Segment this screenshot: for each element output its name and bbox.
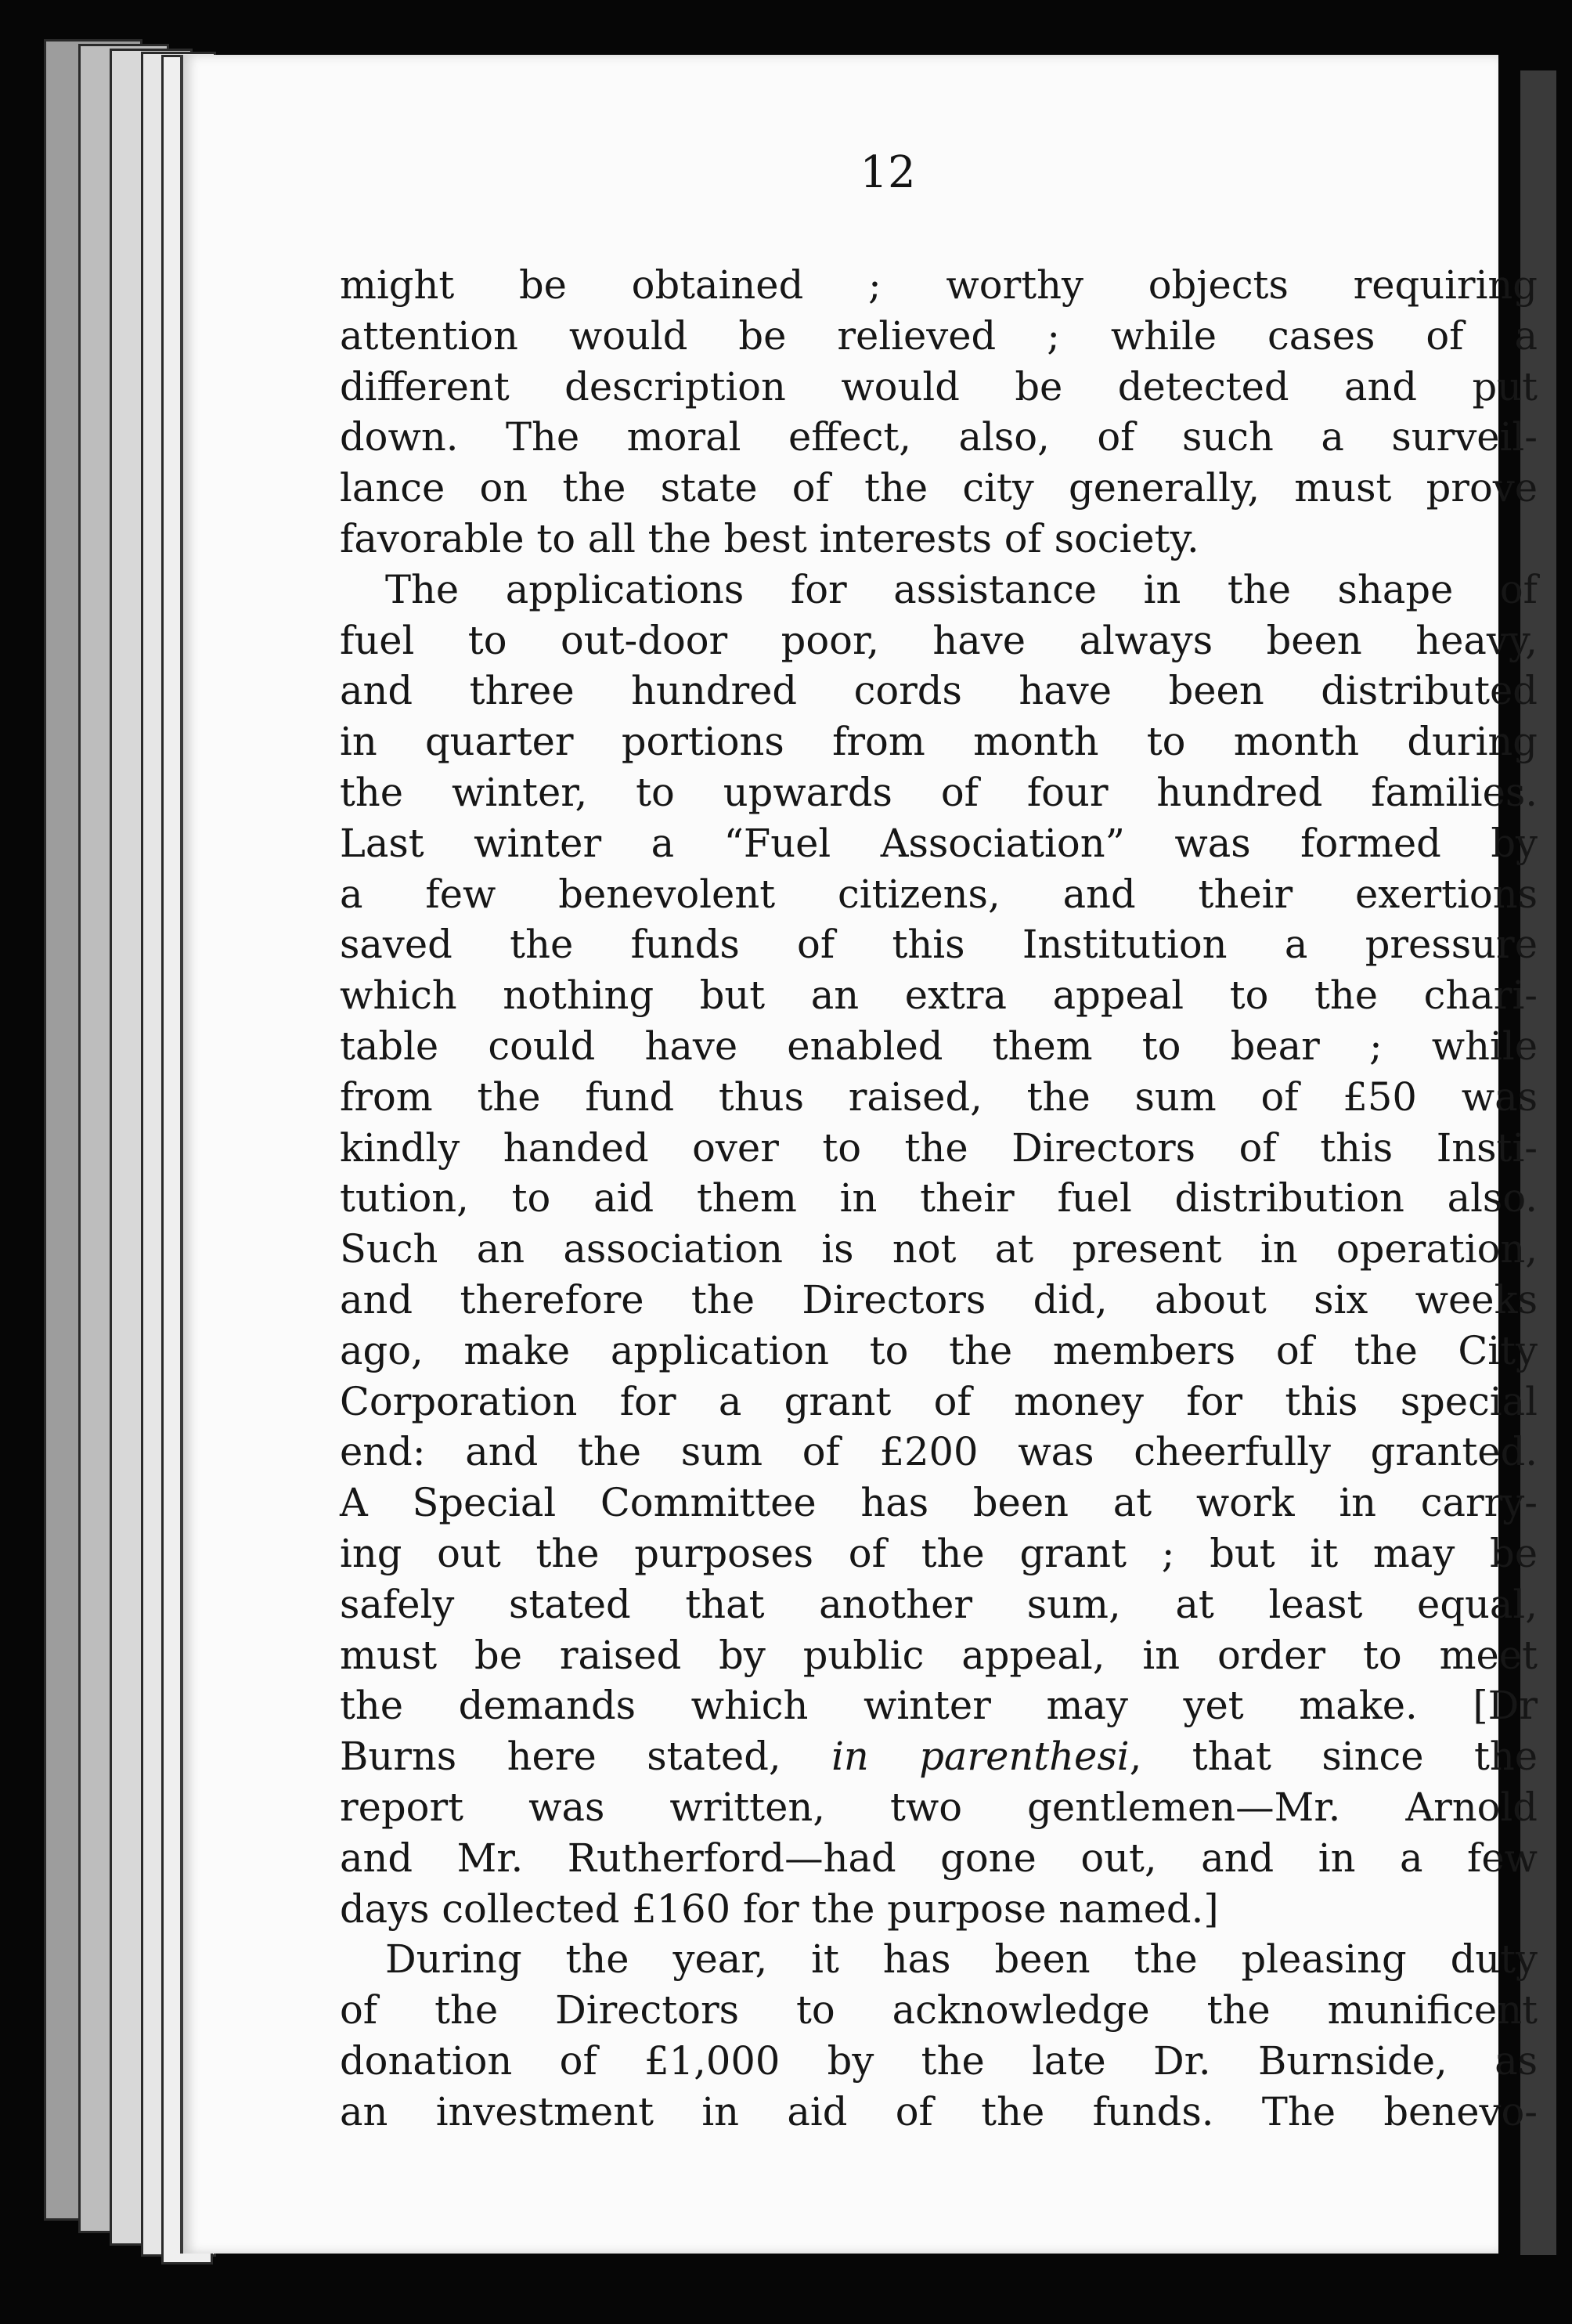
book-page [180, 55, 1538, 2254]
text-line: in quarter portions from month to month during [340, 719, 1538, 765]
italic-phrase: in parenthesi [831, 1734, 1130, 1780]
text-line: report was written, two gentlemen—Mr. Arnold [340, 1784, 1538, 1830]
text-line: A Special Committee has been at work in carry- [340, 1480, 1538, 1526]
text-line: donation of £1,000 by the late Dr. Burnside, as [340, 2037, 1538, 2084]
text-line: the demands which winter may yet make. [Dr [340, 1683, 1538, 1729]
text-line: different description would be detected and put [340, 363, 1538, 410]
text-line: and Mr. Rutherford—had gone out, and in a few [340, 1835, 1538, 1881]
text-line: Burns here stated, in parenthesi, that since the [340, 1734, 1538, 1780]
text-line: days collected £160 for the purpose named.] [340, 1886, 1219, 1932]
text-line: fuel to out-door poor, have always been heavy, [340, 617, 1538, 663]
text-line: end: and the sum of £200 was cheerfully granted. [340, 1429, 1538, 1475]
text-line: safely stated that another sum, at least equal, [340, 1581, 1538, 1627]
text-line: might be obtained ; worthy objects requiring [340, 262, 1538, 308]
text-line: and therefore the Directors did, about six weeks [340, 1276, 1538, 1323]
text-line: favorable to all the best interests of society. [340, 515, 1199, 561]
text-line: down. The moral effect, also, of such a surveil- [340, 414, 1538, 460]
text-line: The applications for assistance in the shape of [385, 566, 1538, 612]
text-line: tution, to aid them in their fuel distribution also. [340, 1175, 1538, 1222]
text-line: Corporation for a grant of money for this special [340, 1378, 1538, 1424]
page-number: 12 [860, 147, 916, 198]
body-text [340, 260, 1538, 2137]
text-line: Last winter a “Fuel Association” was formed by [340, 820, 1538, 866]
text-line: kindly handed over to the Directors of this Insti- [340, 1124, 1538, 1171]
text-line: from the fund thus raised, the sum of £50 was [340, 1074, 1538, 1120]
text-line: Such an association is not at present in operation, [340, 1226, 1538, 1272]
text-line: must be raised by public appeal, in order to meet [340, 1632, 1538, 1678]
text-line: table could have enabled them to bear ; while [340, 1023, 1538, 1069]
text-line: and three hundred cords have been distributed [340, 668, 1538, 714]
text-line: the winter, to upwards of four hundred families. [340, 769, 1538, 815]
text-line: ago, make application to the members of the City [340, 1327, 1538, 1373]
text-line: ing out the purposes of the grant ; but it may be [340, 1530, 1538, 1576]
text-line: an investment in aid of the funds. The benevo- [340, 2088, 1538, 2135]
text-line: attention would be relieved ; while cases of a [340, 312, 1538, 359]
text-line: lance on the state of the city generally, must prove [340, 465, 1538, 511]
text-line: saved the funds of this Institution a pressure [340, 922, 1538, 968]
text-line: During the year, it has been the pleasing duty [385, 1936, 1538, 1983]
text-line: of the Directors to acknowledge the munificent [340, 1987, 1538, 2034]
text-line: which nothing but an extra appeal to the chari- [340, 973, 1538, 1019]
text-line: a few benevolent citizens, and their exertions [340, 871, 1538, 917]
